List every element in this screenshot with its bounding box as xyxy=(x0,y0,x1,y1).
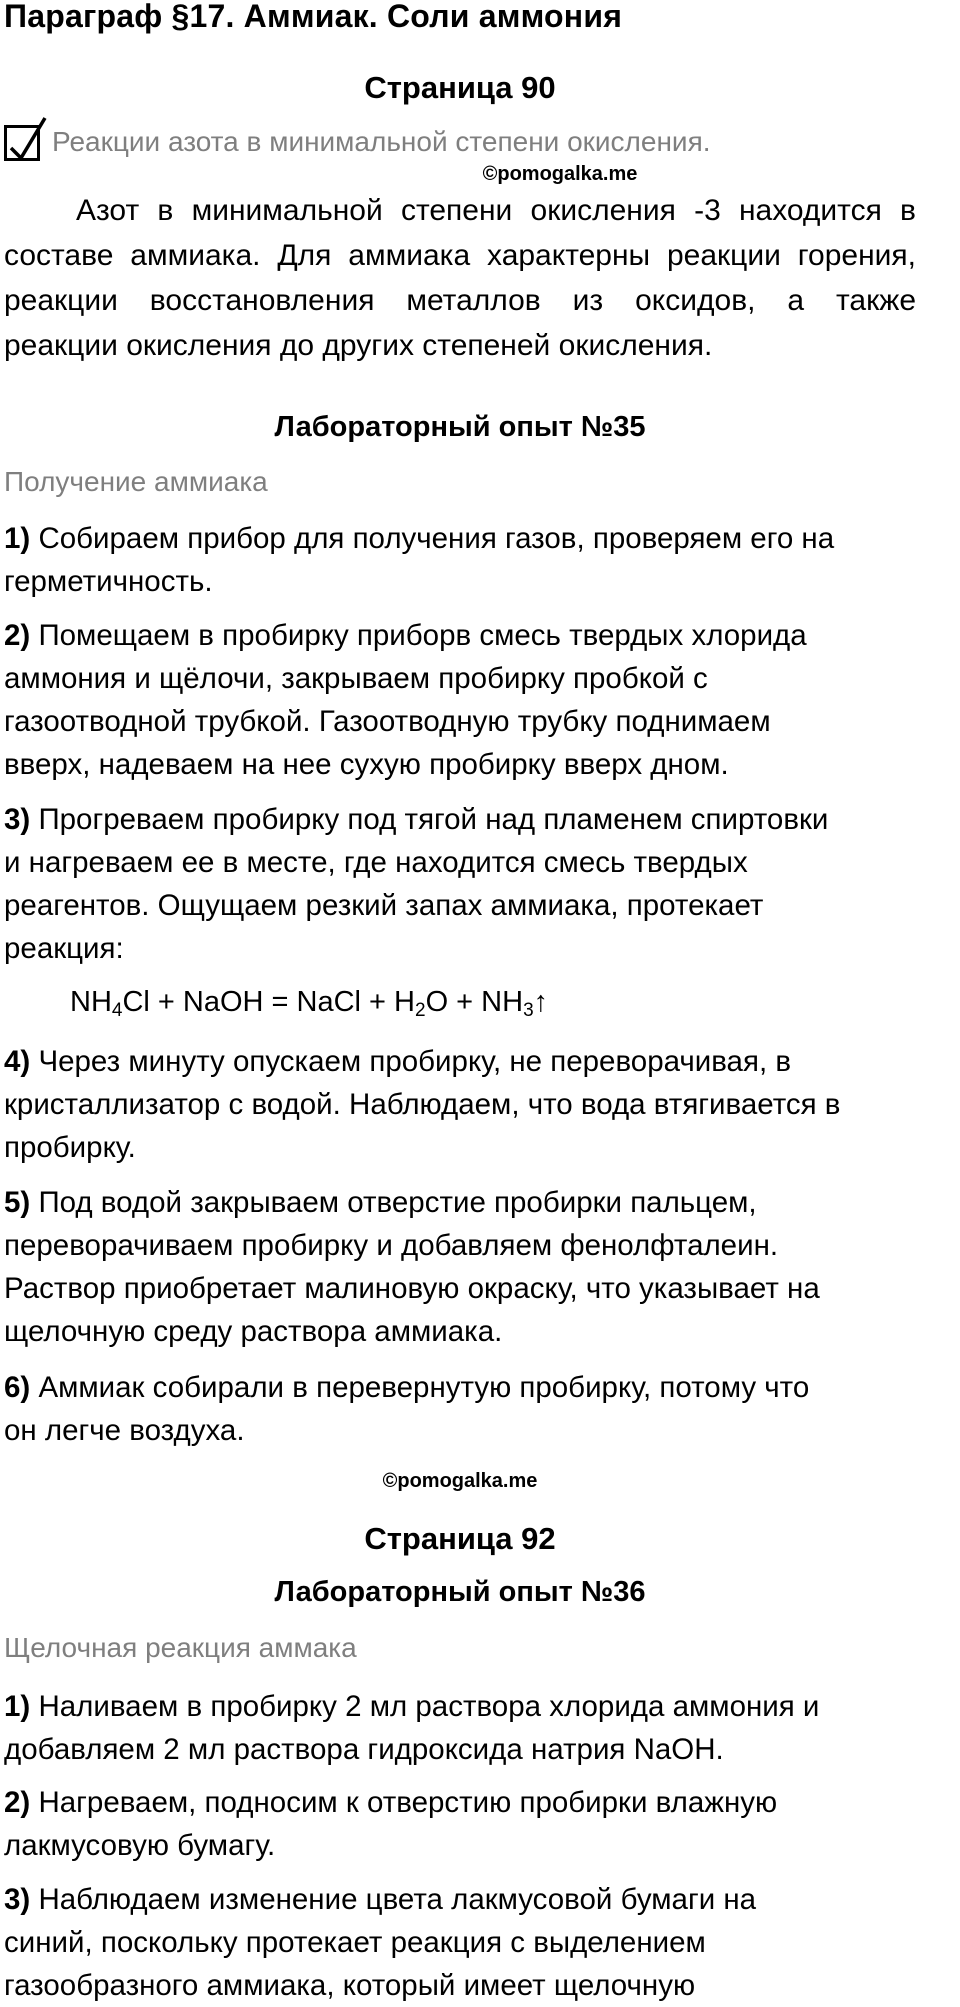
step-line: Через минуту опускаем пробирку, не переворачивая, в xyxy=(38,1045,792,1078)
page-title-90: Страница 90 xyxy=(364,70,556,105)
step-line: Аммиак собирали в перевернутую пробирку, потому что xyxy=(38,1371,810,1404)
step-number: 6) xyxy=(4,1371,31,1404)
lab35-step-3 xyxy=(4,798,919,970)
eq-subscript: 2 xyxy=(414,1000,426,1021)
step-line: он легче воздуха. xyxy=(4,1414,245,1447)
lab35-step-4 xyxy=(4,1040,919,1169)
lab35-subtitle: Получение аммиака xyxy=(4,466,268,497)
step-number: 1) xyxy=(4,1690,31,1723)
step-number: 2) xyxy=(4,1786,31,1819)
step-line: газообразного аммиака, который имеет щелочную xyxy=(4,1969,696,2002)
eq-part: NH xyxy=(70,986,112,1018)
step-line: кристаллизатор с водой. Наблюдаем, что вода втягивается в xyxy=(4,1088,841,1121)
step-number: 5) xyxy=(4,1186,31,1219)
step-line: пробирку. xyxy=(4,1131,136,1164)
step-line: Наблюдаем изменение цвета лакмусовой бумаги на xyxy=(38,1883,757,1916)
lab35-step-5 xyxy=(4,1181,919,1353)
step-line: вверх, надеваем на нее сухую пробирку вверх дном. xyxy=(4,748,729,781)
watermark: ©pomogalka.me xyxy=(382,1470,538,1492)
eq-subscript: 4 xyxy=(111,1000,123,1021)
step-number: 4) xyxy=(4,1045,31,1078)
step-number: 3) xyxy=(4,803,31,836)
lab36-step-3 xyxy=(4,1878,919,2007)
step-line: аммония и щёлочи, закрываем пробирку пробкой с xyxy=(4,662,708,695)
step-line: газоотводной трубкой. Газоотводную трубку поднимаем xyxy=(4,705,771,738)
step-number: 1) xyxy=(4,522,31,555)
step-line: и нагреваем ее в месте, где находится смесь твердых xyxy=(4,846,748,879)
step-number: 3) xyxy=(4,1883,31,1916)
step-line: реагентов. Ощущаем резкий запах аммиака, протекает xyxy=(4,889,764,922)
lab35-step-6 xyxy=(4,1366,919,1452)
eq-part: O + NH xyxy=(425,986,524,1018)
eq-subscript: 3 xyxy=(523,1000,534,1021)
step-line: реакция: xyxy=(4,932,124,965)
paragraph-line: составе аммиака. Для аммиака характерны реакции горения, xyxy=(4,239,916,272)
step-line: добавляем 2 мл раствора гидроксида натрия NaOH. xyxy=(4,1733,724,1766)
lab35-step-2 xyxy=(4,614,919,786)
paragraph-line: реакции окисления до других степеней окисления. xyxy=(4,329,713,362)
watermark: ©pomogalka.me xyxy=(482,163,638,185)
step-line: Наливаем в пробирку 2 мл раствора хлорида аммония и xyxy=(38,1690,820,1723)
step-line: Прогреваем пробирку под тягой над пламенем спиртовки xyxy=(38,803,829,836)
step-line: синий, поскольку протекает реакция с выделением xyxy=(4,1926,706,1959)
lab36-subtitle: Щелочная реакция аммака xyxy=(4,1632,357,1663)
paragraph-heading: Параграф §17. Аммиак. Соли аммония xyxy=(4,0,623,34)
step-line: переворачиваем пробирку и добавляем фенолфталеин. xyxy=(4,1229,779,1262)
lab35-title: Лабораторный опыт №35 xyxy=(274,411,646,443)
up-arrow: ↑ xyxy=(533,986,549,1018)
lab36-step-2 xyxy=(4,1781,919,1867)
paragraph-line: Азот в минимальной степени окисления -3 находится в xyxy=(76,194,916,227)
step-line: Нагреваем, подносим к отверстию пробирки влажную xyxy=(38,1786,778,1819)
intro-paragraph xyxy=(4,188,916,368)
paragraph-line: реакции восстановления металлов из оксидов, а также xyxy=(4,284,916,317)
lab36-step-1 xyxy=(4,1685,919,1771)
step-line: Раствор приобретает малиновую окраску, что указывает на xyxy=(4,1272,820,1305)
step-line: лакмусовую бумагу. xyxy=(4,1829,276,1862)
step-line: Помещаем в пробирку приборв смесь твердых хлорида xyxy=(38,619,807,652)
lab35-step-1 xyxy=(4,517,919,603)
step-line: щелочную среду раствора аммиака. xyxy=(4,1315,503,1348)
lab36-title: Лабораторный опыт №36 xyxy=(274,1576,646,1608)
page-title-92: Страница 92 xyxy=(364,1521,556,1556)
step-line: герметичность. xyxy=(4,565,213,598)
step-number: 2) xyxy=(4,619,31,652)
step-line: Собираем прибор для получения газов, проверяем его на xyxy=(38,522,835,555)
step-line: Под водой закрываем отверстие пробирки пальцем, xyxy=(38,1186,757,1219)
task-label: Реакции азота в минимальной степени окисления. xyxy=(52,126,711,157)
checkbox-icon xyxy=(4,125,40,161)
eq-part: Cl + NaOH = NaCl + H xyxy=(122,986,415,1018)
reaction-equation xyxy=(70,986,548,1022)
